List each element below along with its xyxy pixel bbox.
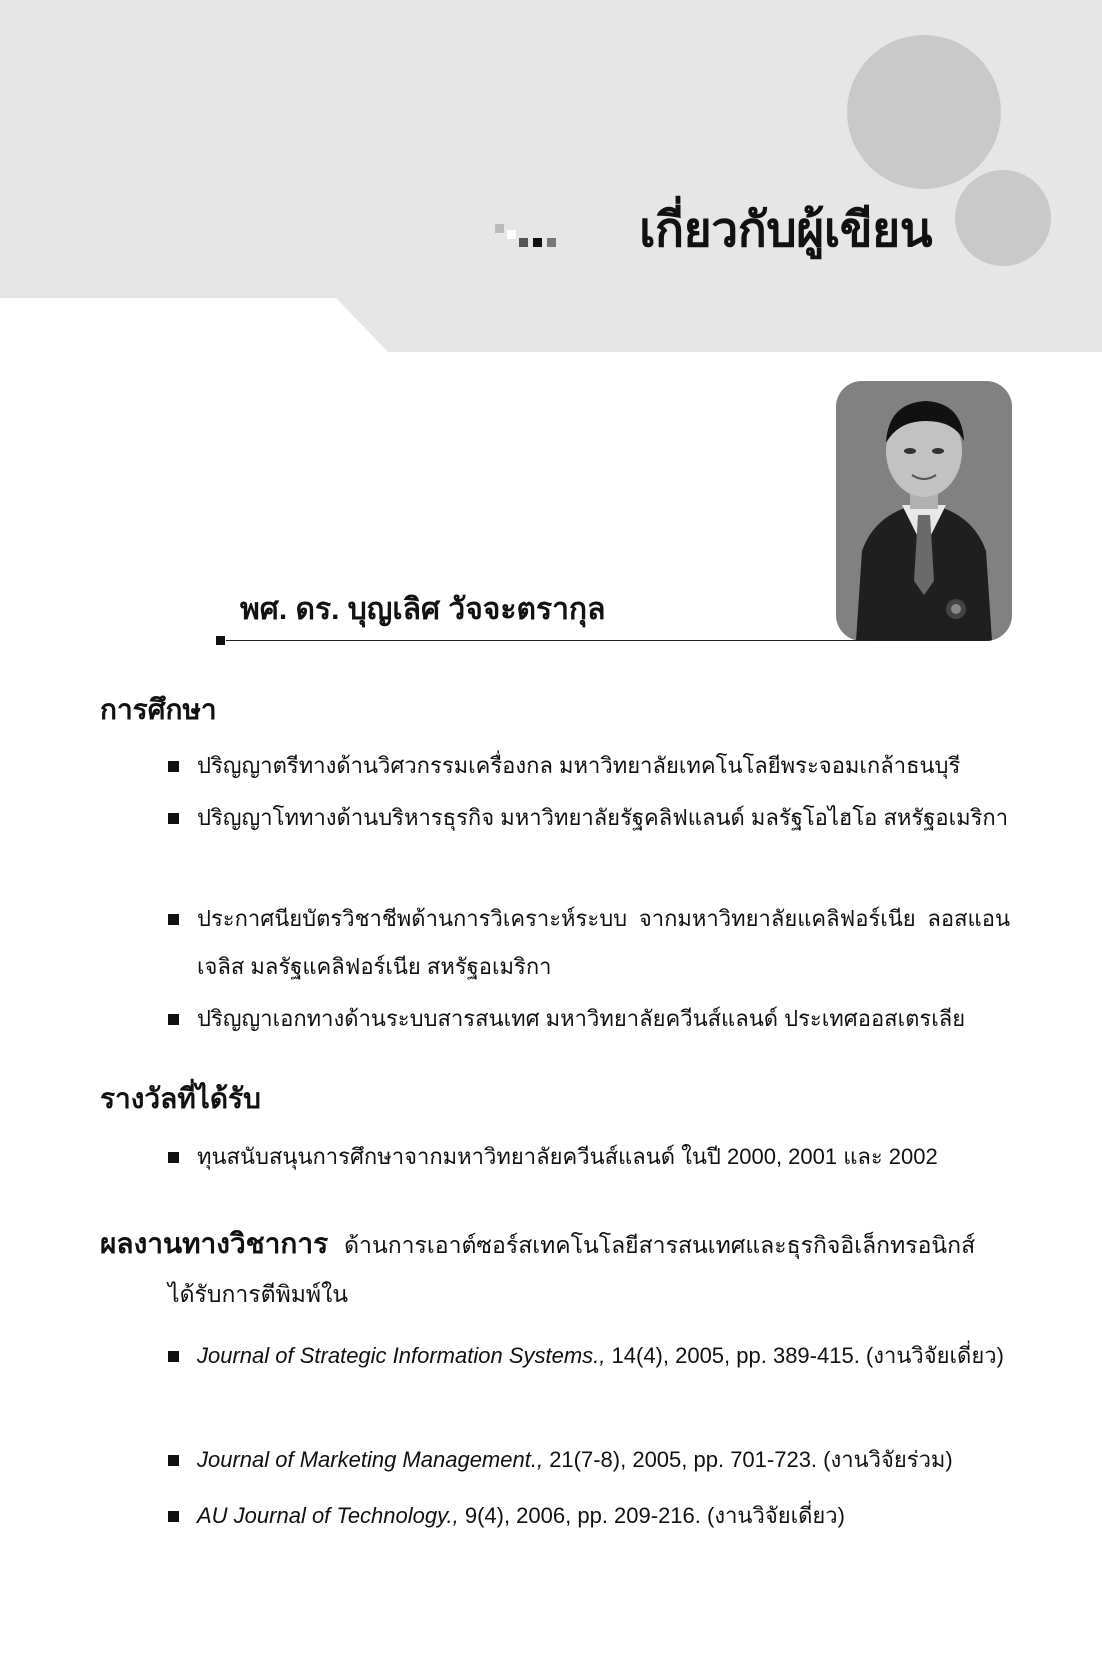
education-heading: การศึกษา <box>100 694 217 725</box>
awards-heading: รางวัลที่ได้รับ <box>100 1083 261 1114</box>
name-marker <box>216 636 225 645</box>
bullet-icon <box>168 1511 179 1522</box>
author-name: พศ. ดร. บุญเลิศ วัจจะตรากุล <box>240 593 606 626</box>
author-photo <box>836 381 1012 641</box>
page-title: เกี่ยวกับผู้เขียน <box>639 204 932 257</box>
title-dots-ornament <box>495 224 565 252</box>
name-divider <box>226 640 872 641</box>
header-band <box>0 0 1102 352</box>
bullet-icon <box>168 1351 179 1362</box>
journal-name: AU Journal of Technology., <box>197 1503 459 1528</box>
award-item: ทุนสนับสนุนการศึกษาจากมหาวิทยาลัยควีนส์แลนด์ ในปี 2000, 2001 และ 2002 <box>168 1133 1010 1181</box>
bullet-icon <box>168 1152 179 1163</box>
publications-intro: ด้านการเอาต์ซอร์สเทคโนโลยีสารสนเทศและธุรกิจอิเล็กทรอนิกส์ <box>344 1232 976 1258</box>
bullet-icon <box>168 1014 179 1025</box>
bullet-icon <box>168 914 179 925</box>
publication-item: Journal of Strategic Information Systems., 14(4), 2005, pp. 389-415. (งานวิจัยเดี่ยว) <box>168 1332 1010 1380</box>
bullet-icon <box>168 761 179 772</box>
publication-item: Journal of Marketing Management., 21(7-8), 2005, pp. 701-723. (งานวิจัยร่วม) <box>168 1436 1010 1484</box>
bullet-icon <box>168 1455 179 1466</box>
journal-name: Journal of Strategic Information Systems., <box>197 1343 606 1368</box>
journal-name: Journal of Marketing Management., <box>197 1447 544 1472</box>
publication-item: AU Journal of Technology., 9(4), 2006, pp. 209-216. (งานวิจัยเดี่ยว) <box>168 1492 1010 1540</box>
education-item: ปริญญาเอกทางด้านระบบสารสนเทศ มหาวิทยาลัยควีนส์แลนด์ ประเทศออสเตรเลีย <box>168 995 1010 1043</box>
education-item: ปริญญาโททางด้านบริหารธุรกิจ มหาวิทยาลัยรัฐคลิฟแลนด์ มลรัฐโอไฮโอ สหรัฐอเมริกา <box>168 794 1010 842</box>
bullet-icon <box>168 813 179 824</box>
publications-heading: ผลงานทางวิชาการ ด้านการเอาต์ซอร์สเทคโนโลยีสารสนเทศและธุรกิจอิเล็กทรอนิกส์ <box>100 1228 976 1259</box>
education-item: ประกาศนียบัตรวิชาชีพด้านการวิเคราะห์ระบบ จากมหาวิทยาลัยแคลิฟอร์เนีย ลอสแอนเจลิส มลรัฐแคลิฟอร์เนีย สหรัฐอเมริกา <box>168 895 1010 991</box>
education-item: ปริญญาตรีทางด้านวิศวกรรมเครื่องกล มหาวิทยาลัยเทคโนโลยีพระจอมเกล้าธนบุรี <box>168 742 1010 790</box>
publications-intro-cont: ได้รับการตีพิมพ์ใน <box>168 1281 349 1307</box>
